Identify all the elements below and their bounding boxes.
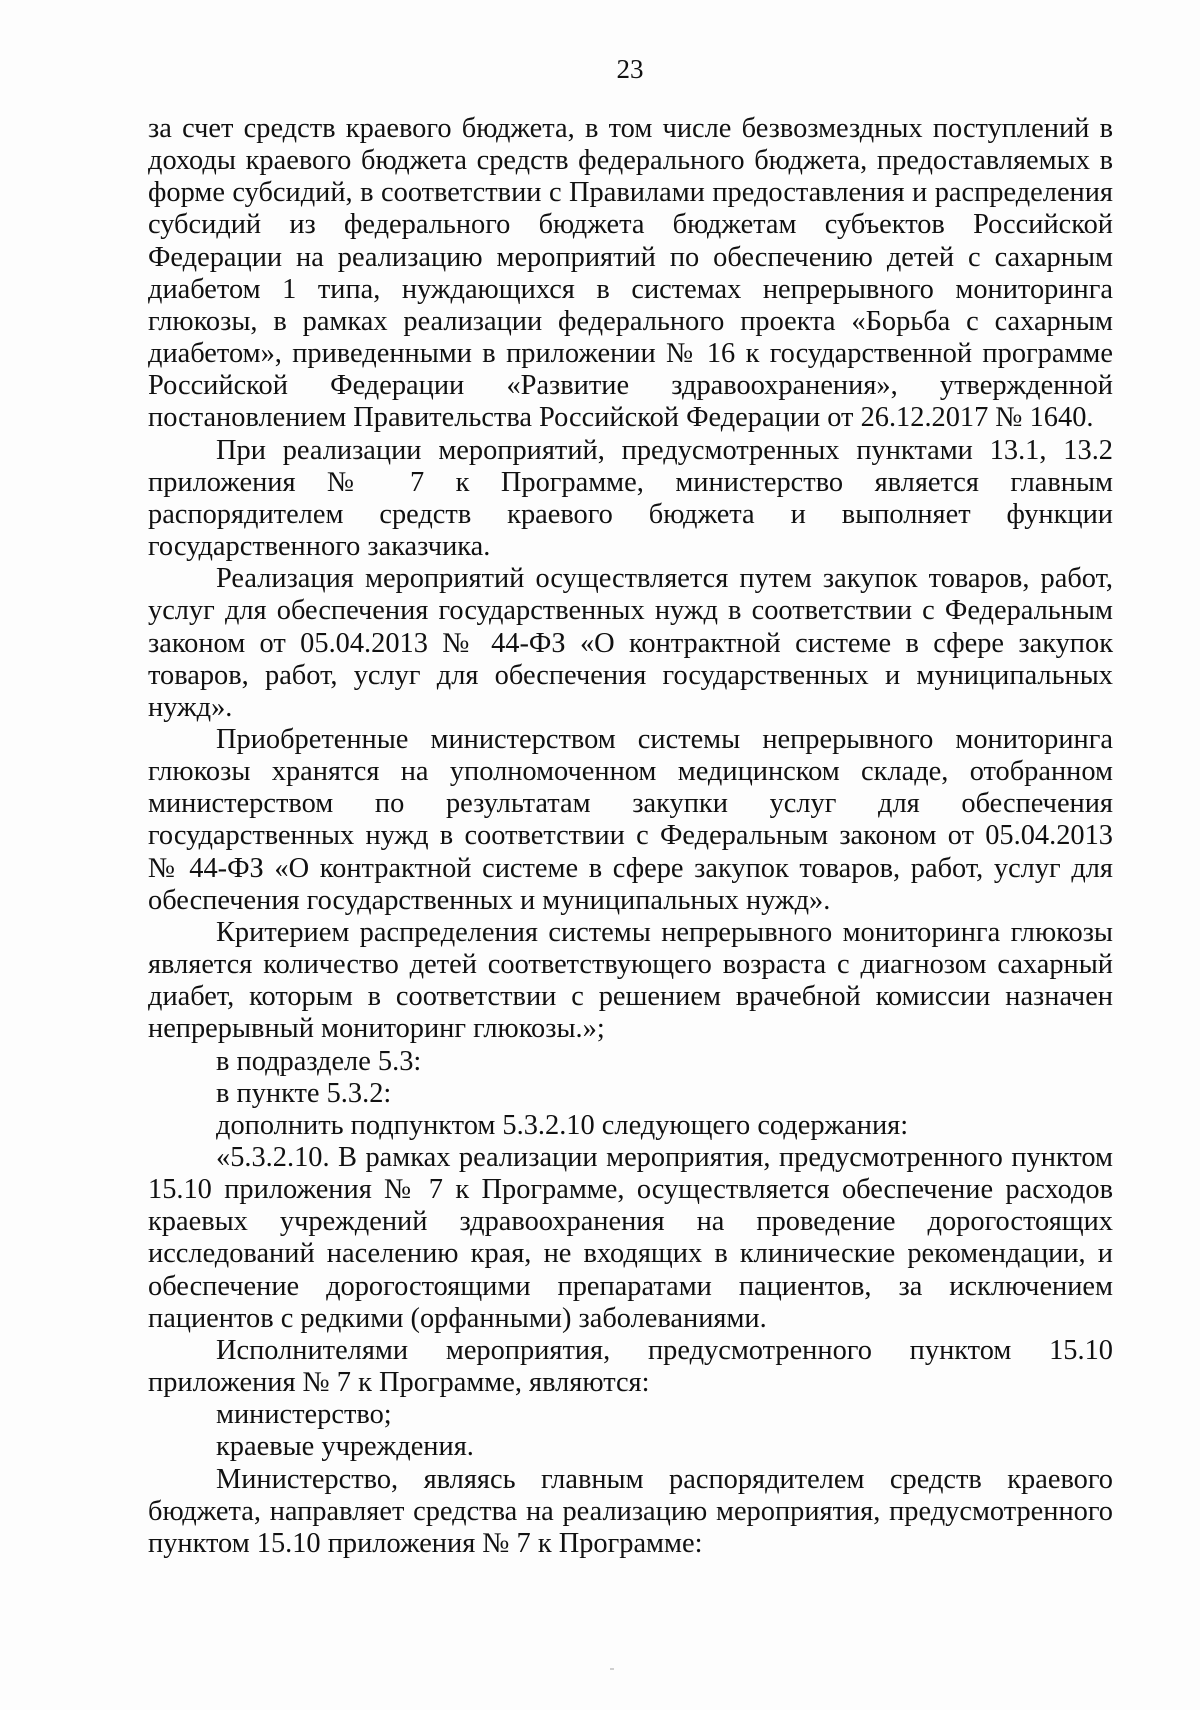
scan-speck xyxy=(610,1668,614,1670)
paragraph-executors: Исполнителями мероприятия, предусмотренного пунктом 15.10 приложения № 7 к Программе, являются: xyxy=(148,1334,1113,1399)
list-item-ministry: министерство; xyxy=(216,1399,392,1431)
paragraph-clause-ref: в пункте 5.3.2: xyxy=(216,1077,392,1109)
paragraph-procurement: Реализация мероприятий осуществляется путем закупок товаров, работ, услуг для обеспечения государственных нужд в соответствии с Федеральным законом от 05.04.2013 № 44-ФЗ «О контрактной системе в сфере закупок товаров, работ, услуг для обеспечения государственных и муниципальных нужд». xyxy=(148,563,1113,723)
paragraph-subsection-ref: в подразделе 5.3: xyxy=(216,1045,422,1077)
paragraph-storage: Приобретенные министерством системы непрерывного мониторинга глюкозы хранятся на уполномоченном медицинском складе, отобранном министерством по результатам закупки услуг для обеспечения государственных нужд в соответствии с Федеральным законом от 05.04.2013 № 44-ФЗ «О контрактной системе в сфере закупок товаров, работ, услуг для обеспечения государственных и муниципальных нужд». xyxy=(148,723,1113,916)
page-number: 23 xyxy=(616,54,644,84)
list-item-regional-institutions: краевые учреждения. xyxy=(216,1431,474,1463)
paragraph-clause-5-3-2-10: «5.3.2.10. В рамках реализации мероприятия, предусмотренного пунктом 15.10 приложения № 7 к Программе, осуществляется обеспечение расходов краевых учреждений здравоохранения на проведение дорогостоящих исследований населению края, не входящих в клинические рекомендации, и обеспечение дорогостоящими препаратами пациентов, за исключением пациентов с редкими (орфанными) заболеваниями. xyxy=(148,1142,1113,1334)
paragraph-ministry-role: При реализации мероприятий, предусмотренных пунктами 13.1, 13.2 приложения № 7 к Программе, министерство является главным распорядителем средств краевого бюджета и выполняет функции государственного заказчика. xyxy=(148,434,1113,563)
paragraph-ministry-funding: Министерство, являясь главным распорядителем средств краевого бюджета, направляет средства на реализацию мероприятия, предусмотренного пунктом 15.10 приложения № 7 к Программе: xyxy=(148,1463,1113,1559)
document-body xyxy=(148,113,1113,1560)
paragraph-distribution-criterion: Критерием распределения системы непрерывного мониторинга глюкозы является количество детей соответствующего возраста с диагнозом сахарный диабет, которым в соответствии с решением врачебной комиссии назначен непрерывный мониторинг глюкозы.»; xyxy=(148,916,1113,1045)
paragraph-addition-instruction: дополнить подпунктом 5.3.2.10 следующего содержания: xyxy=(216,1109,909,1141)
paragraph-funding-sources: за счет средств краевого бюджета, в том числе безвозмездных поступлений в доходы краевого бюджета средств федерального бюджета, предоставляемых в форме субсидий, в соответствии с Правилами предоставления и распределения субсидий из федерального бюджета бюджетам субъектов Российской Федерации на реализацию мероприятий по обеспечению детей с сахарным диабетом 1 типа, нуждающихся в системах непрерывного мониторинга глюкозы, в рамках реализации федерального проекта «Борьба с сахарным диабетом», приведенными в приложении № 16 к государственной программе Российской Федерации «Развитие здравоохранения», утвержденной постановлением Правительства Российской Федерации от 26.12.2017 № 1640. xyxy=(148,113,1113,434)
